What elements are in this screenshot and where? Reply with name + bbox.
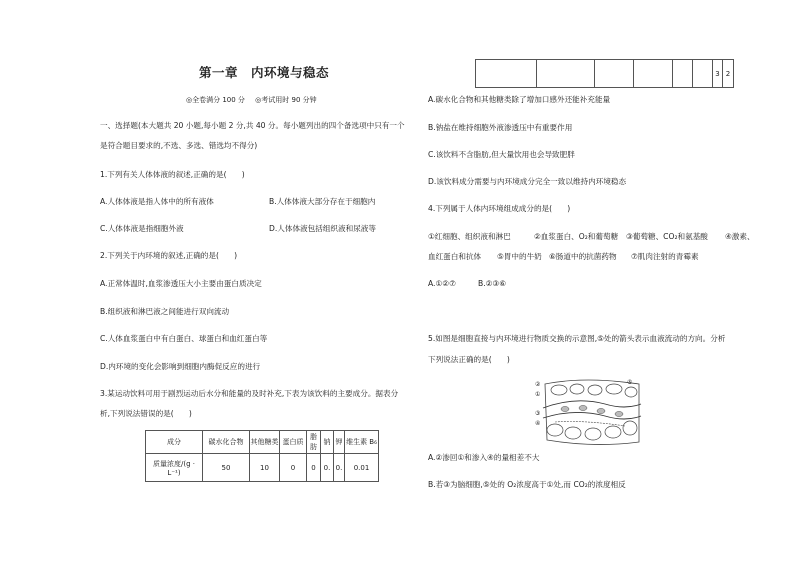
score-cell: 2 <box>723 60 734 88</box>
vessel-wall <box>543 412 641 419</box>
q3-option-c: C.该饮料不含脂肪,但大量饮用也会导致肥胖 <box>428 150 575 159</box>
q4-item-4-cont: 血红蛋白和抗体 <box>428 252 482 261</box>
score-cell <box>537 60 595 88</box>
cell-shape <box>605 426 621 438</box>
table-header: 其他糖类 <box>250 431 280 454</box>
blood-cell <box>615 412 623 417</box>
table-header: 脂肪 <box>307 431 321 454</box>
figure-label: ⑤ <box>627 379 633 386</box>
q3-option-d: D.该饮料成分需要与内环境成分完全一致以维持内环境稳态 <box>428 177 627 186</box>
table-cell: 0. <box>334 454 345 482</box>
score-cell: 3 <box>713 60 723 88</box>
table-header: 维生素 B₆ <box>345 431 379 454</box>
page-title: 第一章 内环境与稳态 <box>199 65 330 80</box>
table-cell: 50 <box>203 454 250 482</box>
score-cell <box>634 60 673 88</box>
table-header: 钠 <box>321 431 334 454</box>
table-cell: 10 <box>250 454 280 482</box>
table-header: 成分 <box>146 431 203 454</box>
table-header: 钾 <box>334 431 345 454</box>
table-header: 蛋白质 <box>280 431 307 454</box>
table-cell: 0. <box>321 454 334 482</box>
tissue-diagram <box>535 378 647 448</box>
vessel-wall <box>543 401 641 408</box>
cell-shape <box>606 384 622 394</box>
table-cell: 0 <box>280 454 307 482</box>
figure-label: ③ <box>535 410 541 417</box>
q4-item-2: ②血浆蛋白、O₂和葡萄糖 <box>534 232 619 241</box>
cell-shape <box>547 424 563 436</box>
section-intro: 一、选择题(本大题共 20 小题,每小题 2 分,共 40 分。每小题列出的四个备选项中只有一个 <box>100 121 405 130</box>
exam-time: ◎考试用时 90 分钟 <box>255 96 317 104</box>
blood-cell <box>579 406 587 411</box>
q3-option-b: B.钠盐在维持细胞外液渗透压中有重要作用 <box>428 123 573 132</box>
q2-option-d: D.内环境的变化会影响到细胞内酶促反应的进行 <box>100 362 261 371</box>
table-header: 碳水化合物 <box>203 431 250 454</box>
q1-option-b: B.人体体液大部分存在于细胞内 <box>269 197 376 206</box>
blood-cell <box>561 407 569 412</box>
q4-item-6: ⑥肠道中的抗菌药物 <box>549 252 617 261</box>
q5-option-a: A.②渗回①和渗入④的量相差不大 <box>428 453 540 462</box>
cell-shape <box>588 385 602 395</box>
lymph-vessel <box>555 422 625 427</box>
score-cell <box>595 60 634 88</box>
cell-shape <box>623 421 637 435</box>
question-5-cont: 下列说法正确的是( ) <box>428 355 510 364</box>
q5-option-b: B.若③为脑细胞,⑤处的 O₂浓度高于①处,而 CO₂的浓度相反 <box>428 480 626 489</box>
q1-option-a: A.人体体液是指人体中的所有液体 <box>100 197 214 206</box>
question-2: 2.下列关于内环境的叙述,正确的是( ) <box>100 251 238 260</box>
nutrition-table <box>145 430 379 482</box>
cell-shape <box>565 427 581 439</box>
blood-cell <box>597 409 605 414</box>
figure-label: ① <box>535 391 541 398</box>
question-3: 3.某运动饮料可用于剧烈运动后水分和能量的及时补充,下表为该饮料的主要成分。据表分 <box>100 389 399 398</box>
score-table <box>475 59 734 88</box>
q4-item-5: ⑤胃中的牛奶 <box>497 252 542 261</box>
q4-item-7: ⑦肌肉注射的青霉素 <box>631 252 699 261</box>
table-cell: 0.01 <box>345 454 379 482</box>
table-cell: 0 <box>307 454 321 482</box>
score-cell <box>476 60 537 88</box>
score-cell <box>693 60 713 88</box>
table-row-label: 质量浓度/(g · L⁻¹) <box>146 454 203 482</box>
q4-item-4: ④激素、 <box>725 232 755 241</box>
q2-option-b: B.组织液和淋巴液之间能进行双向流动 <box>100 307 230 316</box>
q1-option-c: C.人体体液是指细胞外液 <box>100 224 184 233</box>
q2-option-a: A.正常体温时,血浆渗透压大小主要由蛋白质决定 <box>100 279 262 288</box>
score-cell <box>673 60 693 88</box>
question-4: 4.下列属于人体内环境组成成分的是( ) <box>428 204 571 213</box>
full-score: ◎全卷满分 100 分 <box>186 96 245 104</box>
q3-option-a: A.碳水化合物和其他糖类除了增加口感外还能补充能量 <box>428 95 611 104</box>
section-intro-2: 是符合题目要求的,不选、多选、错选均不得分) <box>100 141 258 150</box>
question-3-cont: 析,下列说法错误的是( ) <box>100 409 192 418</box>
q4-item-3: ③葡萄糖、CO₂和氨基酸 <box>626 232 708 241</box>
cell-shape <box>551 385 567 395</box>
cell-shape <box>625 387 637 397</box>
question-5: 5.如图是细胞直接与内环境进行物质交换的示意图,⑤处的箭头表示血液流动的方向。分析 <box>428 334 726 343</box>
q4-item-1: ①红细胞、组织液和淋巴 <box>428 232 511 241</box>
figure-label: ② <box>535 381 541 388</box>
cell-shape <box>570 384 584 394</box>
q4-option-a: A.①②⑦ <box>428 279 456 288</box>
q1-option-d: D.人体体液包括组织液和尿液等 <box>269 224 376 233</box>
question-1: 1.下列有关人体体液的叙述,正确的是( ) <box>100 170 245 179</box>
q2-option-c: C.人体血浆蛋白中有白蛋白、球蛋白和血红蛋白等 <box>100 334 268 343</box>
q4-option-b: B.②③⑥ <box>478 279 507 288</box>
exam-meta <box>186 95 325 105</box>
figure-label: ④ <box>535 420 541 427</box>
cell-shape <box>585 428 601 440</box>
